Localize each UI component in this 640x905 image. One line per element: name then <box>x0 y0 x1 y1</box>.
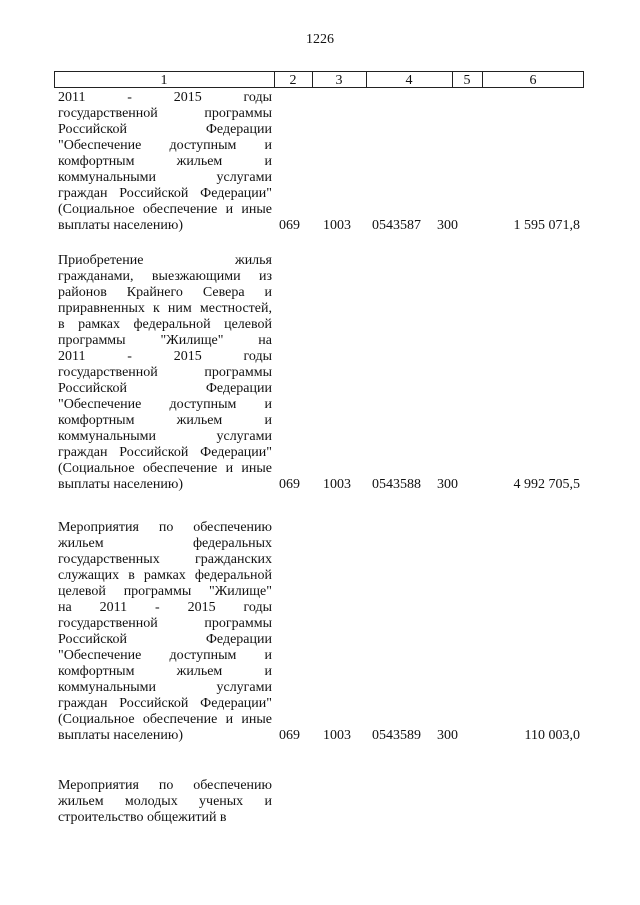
row-name-line: Мероприятия по обеспечению <box>58 778 272 793</box>
row-name-line: комфортным жильем и <box>58 154 272 169</box>
header-divider <box>482 71 483 88</box>
row-name-line: выплаты населению) <box>58 477 183 492</box>
cell-csr: 0543588 <box>372 477 421 492</box>
cell-vr: 300 <box>437 728 458 743</box>
row-name-line: Российской Федерации <box>58 381 272 396</box>
row-name-line: жильем федеральных <box>58 536 272 551</box>
header-divider <box>452 71 453 88</box>
cell-rz: 1003 <box>323 728 351 743</box>
row-name-line: Российской Федерации <box>58 632 272 647</box>
row-name-line: коммунальными услугами <box>58 429 272 444</box>
row-name-line: районов Крайнего Севера и <box>58 285 272 300</box>
header-divider <box>312 71 313 88</box>
header-col-1: 1 <box>54 71 274 88</box>
row-name-line: Мероприятия по обеспечению <box>58 520 272 535</box>
page-number: 1226 <box>306 32 334 47</box>
cell-sum: 110 003,0 <box>524 728 580 743</box>
row-name <box>58 520 272 744</box>
cell-rz: 1003 <box>323 218 351 233</box>
row-name-line: строительство общежитий в <box>58 810 227 825</box>
row-name-line: государственной программы <box>58 365 272 380</box>
row-name <box>58 253 272 493</box>
row-name-line: "Обеспечение доступным и <box>58 397 272 412</box>
header-divider <box>274 71 275 88</box>
row-name-line: Российской Федерации <box>58 122 272 137</box>
row-name-line: (Социальное обеспечение и иные <box>58 461 272 476</box>
header-col-5: 5 <box>452 71 482 88</box>
row-name-line: программы "Жилище" на <box>58 333 272 348</box>
row-name-line: комфортным жильем и <box>58 664 272 679</box>
header-col-3: 3 <box>312 71 366 88</box>
row-name-line: (Социальное обеспечение и иные <box>58 712 272 727</box>
table-header <box>54 71 584 88</box>
row-name-line: государственных гражданских <box>58 552 272 567</box>
header-divider <box>583 71 584 88</box>
row-name-line: на 2011 - 2015 годы <box>58 600 272 615</box>
cell-rz: 1003 <box>323 477 351 492</box>
cell-gr: 069 <box>279 728 300 743</box>
row-name-line: Приобретение жилья <box>58 253 272 268</box>
row-name-line: государственной программы <box>58 106 272 121</box>
header-col-4: 4 <box>366 71 452 88</box>
cell-csr: 0543589 <box>372 728 421 743</box>
row-name-line: 2011 - 2015 годы <box>58 90 272 105</box>
row-name-line: коммунальными услугами <box>58 680 272 695</box>
row-name-line: граждан Российской Федерации" <box>58 445 272 460</box>
cell-vr: 300 <box>437 218 458 233</box>
row-name-line: 2011 - 2015 годы <box>58 349 272 364</box>
cell-sum: 1 595 071,8 <box>513 218 580 233</box>
cell-vr: 300 <box>437 477 458 492</box>
row-name-line: выплаты населению) <box>58 218 183 233</box>
row-name-line: служащих в рамках федеральной <box>58 568 272 583</box>
row-name-line: (Социальное обеспечение и иные <box>58 202 272 217</box>
row-name <box>58 778 272 826</box>
header-col-6: 6 <box>482 71 584 88</box>
header-divider <box>366 71 367 88</box>
row-name-line: граждан Российской Федерации" <box>58 186 272 201</box>
row-name <box>58 90 272 234</box>
row-name-line: целевой программы "Жилище" <box>58 584 272 599</box>
row-name-line: государственной программы <box>58 616 272 631</box>
cell-csr: 0543587 <box>372 218 421 233</box>
header-col-2: 2 <box>274 71 312 88</box>
row-name-line: комфортным жильем и <box>58 413 272 428</box>
cell-gr: 069 <box>279 218 300 233</box>
row-name-line: граждан Российской Федерации" <box>58 696 272 711</box>
row-name-line: приравненных к ним местностей, <box>58 301 272 316</box>
row-name-line: "Обеспечение доступным и <box>58 138 272 153</box>
row-name-line: в рамках федеральной целевой <box>58 317 272 332</box>
cell-gr: 069 <box>279 477 300 492</box>
cell-sum: 4 992 705,5 <box>513 477 580 492</box>
header-divider <box>54 71 55 88</box>
row-name-line: коммунальными услугами <box>58 170 272 185</box>
row-name-line: "Обеспечение доступным и <box>58 648 272 663</box>
row-name-line: выплаты населению) <box>58 728 183 743</box>
row-name-line: жильем молодых ученых и <box>58 794 272 809</box>
row-name-line: гражданами, выезжающими из <box>58 269 272 284</box>
